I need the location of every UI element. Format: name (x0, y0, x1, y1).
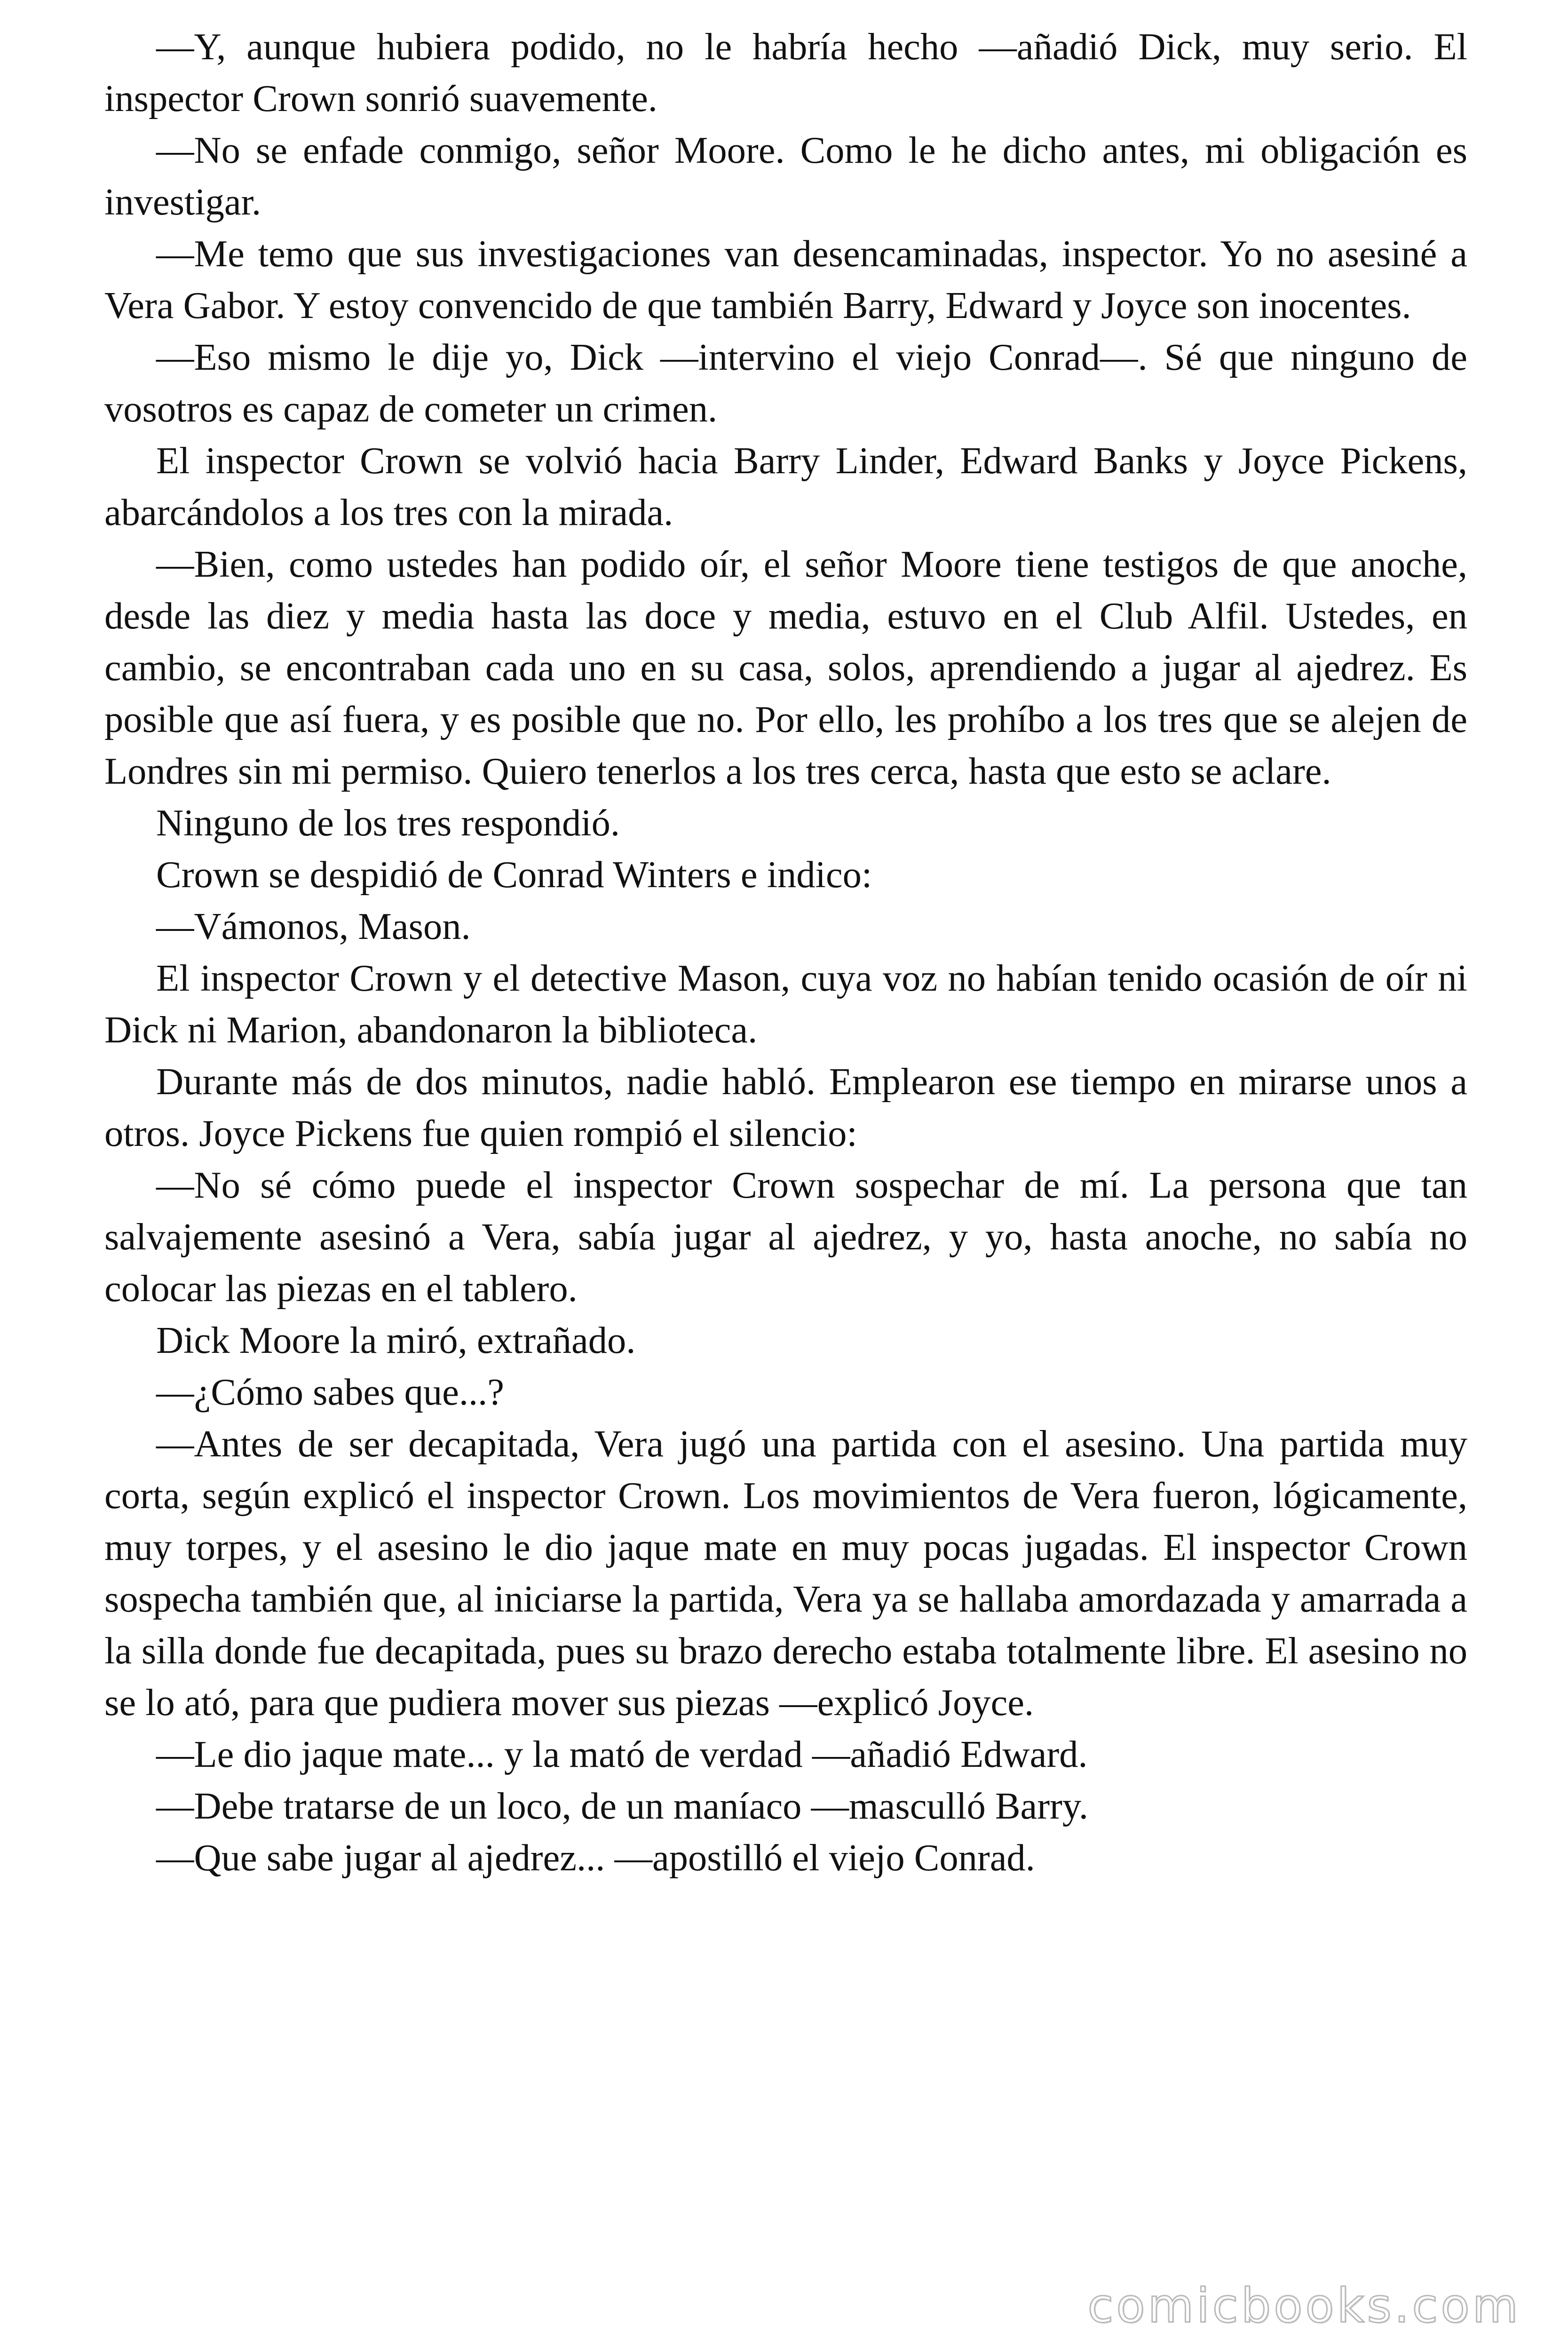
paragraph: —No sé cómo puede el inspector Crown sospechar de mí. La persona que tan salvajemente asesinó a Vera, sabía jugar al ajedrez, y yo, hasta anoche, no sabía no colocar las piezas en el tablero. (104, 1164, 1467, 1310)
paragraph: —Vámonos, Mason. (156, 906, 471, 947)
paragraph: —Antes de ser decapitada, Vera jugó una partida con el asesino. Una partida muy corta, según explicó el inspector Crown. Los movimientos de Vera fueron, lógicamente, muy torpes, y el asesino le dio jaque mate en muy pocas jugadas. El inspector Crown sospecha también que, al iniciarse la partida, Vera ya se hallaba amordazada y amarrada a la silla donde fue decapitada, pues su brazo derecho estaba totalmente libre. El asesino no se lo ató, para que pudiera mover sus piezas —explicó Joyce. (104, 1423, 1467, 1724)
paragraph: Durante más de dos minutos, nadie habló. Emplearon ese tiempo en mirarse unos a otros. Joyce Pickens fue quien rompió el silencio: (104, 1061, 1467, 1154)
paragraph: —Le dio jaque mate... y la mató de verdad —añadió Edward. (156, 1733, 1088, 1775)
paragraph: Ninguno de los tres respondió. (156, 802, 620, 844)
paragraph: —Bien, como ustedes han podido oír, el señor Moore tiene testigos de que anoche, desde las diez y media hasta las doce y media, estuvo en el Club Alfil. Ustedes, en cambio, se encontraban cada uno en su casa, solos, aprendiendo a jugar al ajedrez. Es posible que así fuera, y es posible que no. Por ello, les prohíbo a los tres que se alejen de Londres sin mi permiso. Quiero tenerlos a los tres cerca, hasta que esto se aclare. (104, 543, 1467, 792)
page-text (104, 21, 1467, 1884)
paragraph: —No se enfade conmigo, señor Moore. Como le he dicho antes, mi obligación es investigar. (104, 129, 1467, 223)
paragraph: —¿Cómo sabes que...? (156, 1371, 504, 1413)
paragraph: —Eso mismo le dije yo, Dick —intervino el viejo Conrad—. Sé que ninguno de vosotros es capaz de cometer un crimen. (104, 336, 1467, 430)
paragraph: Dick Moore la miró, extrañado. (156, 1319, 636, 1361)
paragraph: —Debe tratarse de un loco, de un maníaco —masculló Barry. (156, 1785, 1088, 1827)
paragraph: —Me temo que sus investigaciones van desencaminadas, inspector. Yo no asesiné a Vera Gabor. Y estoy convencido de que también Barry, Edward y Joyce son inocentes. (104, 233, 1467, 326)
paragraph: Crown se despidió de Conrad Winters e indico: (156, 854, 872, 896)
paragraph: —Que sabe jugar al ajedrez... —apostilló el viejo Conrad. (156, 1837, 1035, 1879)
watermark: comicbooks.com (1087, 2278, 1521, 2333)
paragraph: El inspector Crown se volvió hacia Barry Linder, Edward Banks y Joyce Pickens, abarcándolos a los tres con la mirada. (104, 440, 1467, 533)
paragraph: El inspector Crown y el detective Mason, cuya voz no habían tenido ocasión de oír ni Dick ni Marion, abandonaron la biblioteca. (104, 957, 1467, 1051)
paragraph: —Y, aunque hubiera podido, no le habría hecho —añadió Dick, muy serio. El inspector Crown sonrió suavemente. (104, 26, 1467, 119)
